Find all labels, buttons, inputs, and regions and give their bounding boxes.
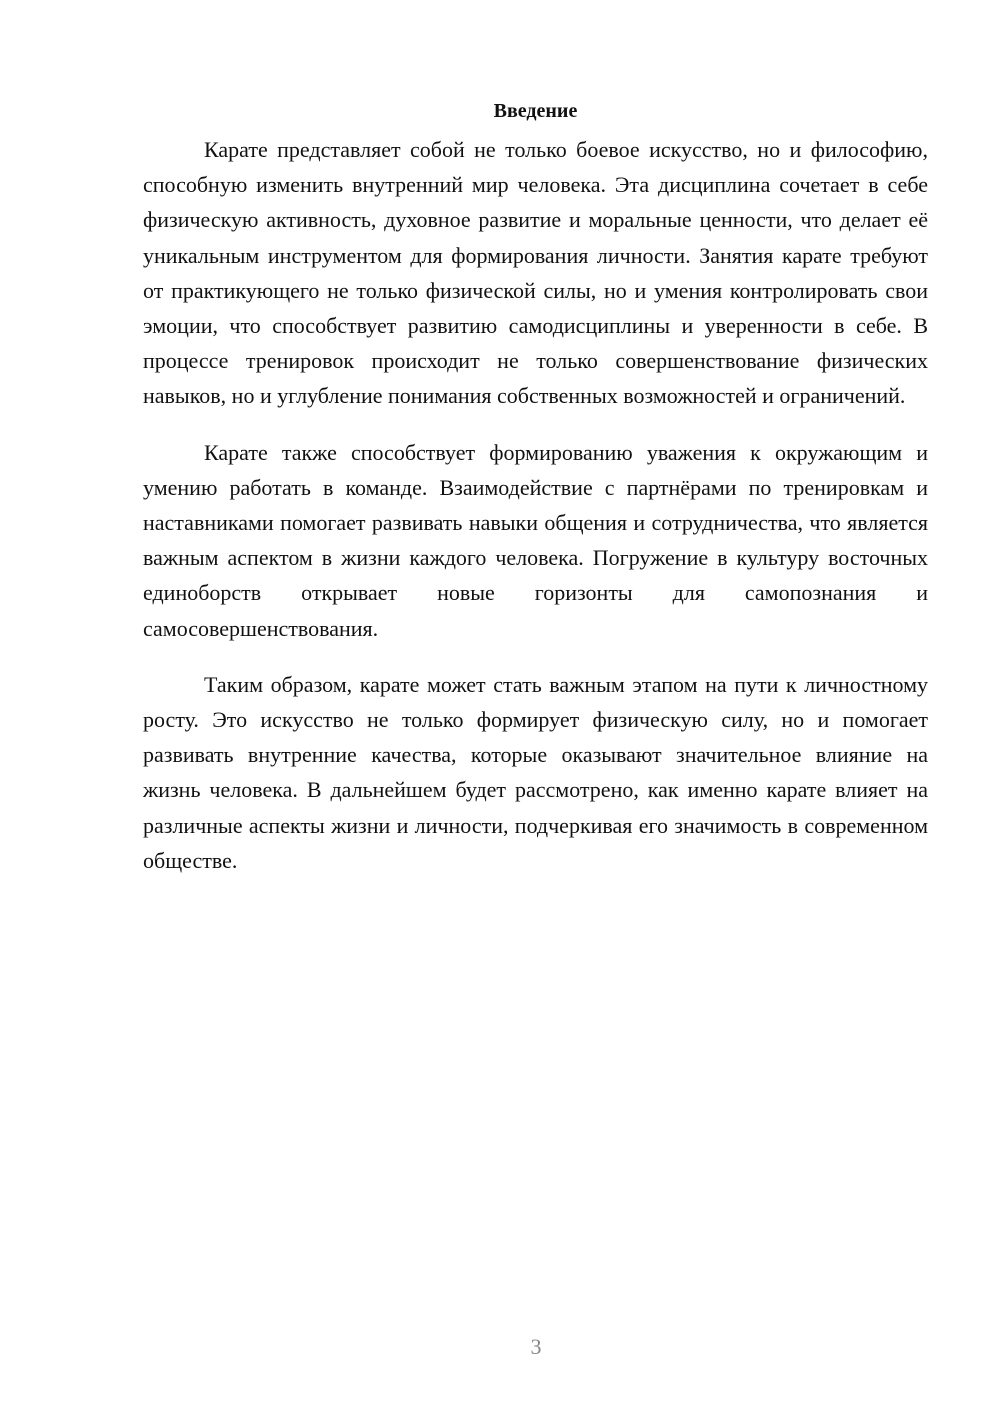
- document-body: [143, 96, 928, 899]
- section-heading: Введение: [493, 100, 578, 122]
- paragraph-1: Карате представляет собой не только боевое искусство, но и философию, способную изменить внутренний мир человека. Эта дисциплина сочетает в себе физическую активность, духовное развитие и моральные ценности, что делает её уникальным инструментом для формирования личности. Занятия карате требуют от практикующего не только физической силы, но и умения контролировать свои эмоции, что способствует развитию самодисциплины и уверенности в себе. В процессе тренировок происходит не только совершенствование физических навыков, но и углубление понимания собственных возможностей и ограничений.: [143, 137, 928, 409]
- paragraph-2: Карате также способствует формированию уважения к окружающим и умению работать в команде. Взаимодействие с партнёрами по тренировкам и наставниками помогает развивать навыки общения и сотрудничества, что является важным аспектом в жизни каждого человека. Погружение в культуру восточных единоборств открывает новые горизонты для самопознания и самосовершенствования.: [143, 439, 928, 641]
- paragraph-3: Таким образом, карате может стать важным этапом на пути к личностному росту. Это искусство не только формирует физическую силу, но и помогает развивать внутренние качества, которые оказывают значительное влияние на жизнь человека. В дальнейшем будет рассмотрено, как именно карате влияет на различные аспекты жизни и личности, подчеркивая его значимость в современном обществе.: [143, 671, 928, 873]
- page-number: 3: [530, 1334, 542, 1359]
